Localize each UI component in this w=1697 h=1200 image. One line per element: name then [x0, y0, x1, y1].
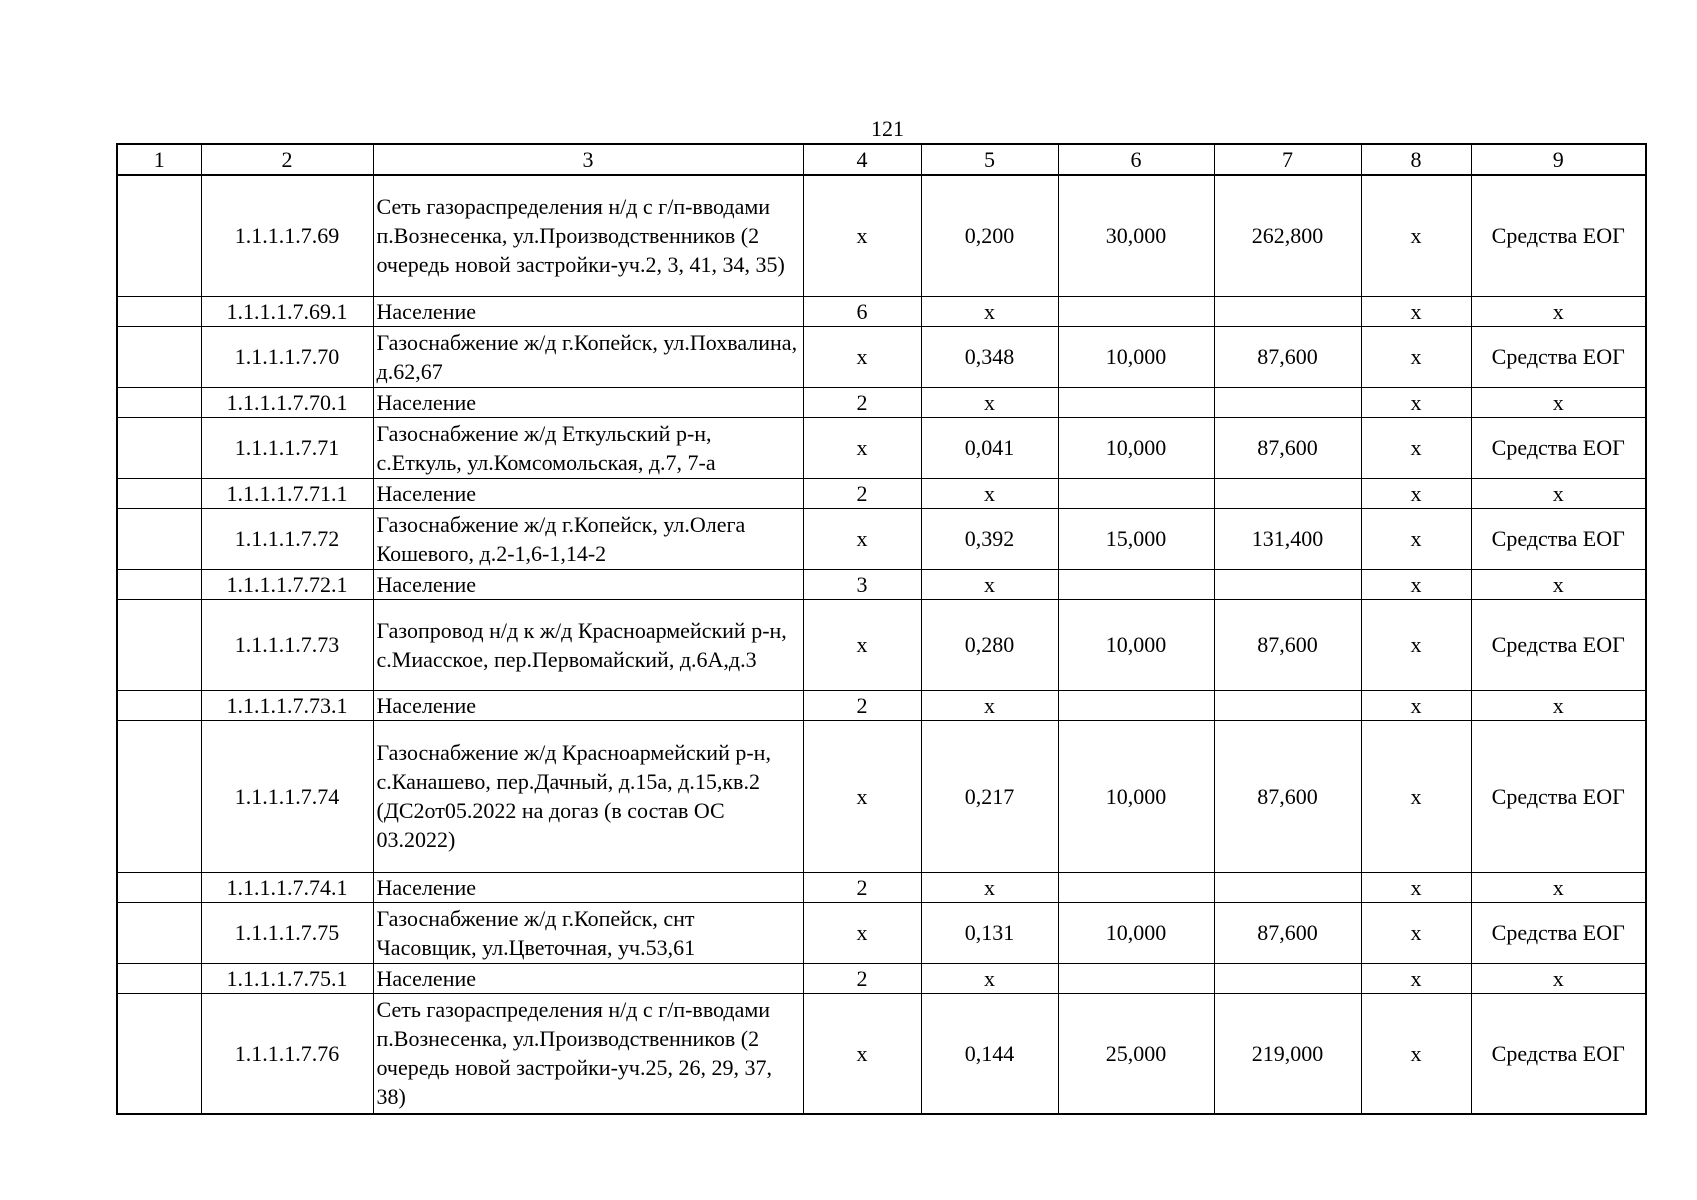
cell-col4: х — [803, 993, 921, 1114]
cell-col8: х — [1361, 417, 1471, 478]
column-header: 5 — [921, 144, 1058, 175]
cell-number — [117, 872, 201, 902]
cell-number — [117, 599, 201, 690]
cell-name: Население — [373, 569, 803, 599]
cell-col5: х — [921, 690, 1058, 720]
cell-col4: х — [803, 902, 921, 963]
cell-name: Сеть газораспределения н/д с г/п-вводами п.Вознесенка, ул.Производственников (2 очередь новой застройки-уч.2, 3, 41, 34, 35) — [373, 175, 803, 296]
data-table — [116, 143, 1647, 1115]
cell-col7: 219,000 — [1214, 993, 1361, 1114]
cell-code: 1.1.1.1.7.76 — [201, 993, 373, 1114]
cell-number — [117, 175, 201, 296]
cell-col5: 0,348 — [921, 326, 1058, 387]
cell-col5: х — [921, 387, 1058, 417]
cell-source: Средства ЕОГ — [1471, 720, 1646, 872]
cell-col4: 6 — [803, 296, 921, 326]
cell-name: Население — [373, 872, 803, 902]
table-row — [117, 902, 1646, 963]
cell-name: Газоснабжение ж/д Еткульский р-н, с.Еткуль, ул.Комсомольская, д.7, 7-а — [373, 417, 803, 478]
cell-code: 1.1.1.1.7.75.1 — [201, 963, 373, 993]
cell-col6: 10,000 — [1058, 720, 1214, 872]
cell-col6 — [1058, 478, 1214, 508]
table-row — [117, 326, 1646, 387]
table-row — [117, 387, 1646, 417]
cell-col4: 2 — [803, 690, 921, 720]
table-body — [117, 144, 1646, 1114]
cell-col7: 87,600 — [1214, 599, 1361, 690]
column-header: 6 — [1058, 144, 1214, 175]
cell-col5: 0,217 — [921, 720, 1058, 872]
cell-source: Средства ЕОГ — [1471, 417, 1646, 478]
cell-col4: х — [803, 599, 921, 690]
table-row — [117, 175, 1646, 296]
cell-source: Средства ЕОГ — [1471, 993, 1646, 1114]
column-header: 4 — [803, 144, 921, 175]
table-row — [117, 599, 1646, 690]
column-header: 1 — [117, 144, 201, 175]
cell-col5: х — [921, 296, 1058, 326]
cell-col6: 15,000 — [1058, 508, 1214, 569]
cell-col5: 0,131 — [921, 902, 1058, 963]
cell-col4: х — [803, 720, 921, 872]
cell-name: Газоснабжение ж/д г.Копейск, ул.Олега Кошевого, д.2-1,6-1,14-2 — [373, 508, 803, 569]
cell-source: Средства ЕОГ — [1471, 175, 1646, 296]
cell-name: Газоснабжение ж/д г.Копейск, снт Часовщик, ул.Цветочная, уч.53,61 — [373, 902, 803, 963]
cell-col6 — [1058, 690, 1214, 720]
cell-col6: 25,000 — [1058, 993, 1214, 1114]
column-header: 8 — [1361, 144, 1471, 175]
cell-code: 1.1.1.1.7.73.1 — [201, 690, 373, 720]
cell-col8: х — [1361, 508, 1471, 569]
cell-name: Население — [373, 387, 803, 417]
cell-col6 — [1058, 569, 1214, 599]
cell-source: х — [1471, 872, 1646, 902]
column-header: 3 — [373, 144, 803, 175]
table-row — [117, 508, 1646, 569]
cell-source: х — [1471, 963, 1646, 993]
cell-code: 1.1.1.1.7.74.1 — [201, 872, 373, 902]
cell-col4: х — [803, 508, 921, 569]
cell-col6: 10,000 — [1058, 599, 1214, 690]
cell-source: х — [1471, 690, 1646, 720]
cell-number — [117, 326, 201, 387]
cell-source: Средства ЕОГ — [1471, 326, 1646, 387]
cell-source: Средства ЕОГ — [1471, 902, 1646, 963]
cell-col4: 2 — [803, 872, 921, 902]
cell-number — [117, 963, 201, 993]
cell-col8: х — [1361, 902, 1471, 963]
table-row — [117, 417, 1646, 478]
page-number: 121 — [871, 116, 904, 141]
cell-code: 1.1.1.1.7.71 — [201, 417, 373, 478]
cell-col8: х — [1361, 296, 1471, 326]
cell-col4: х — [803, 417, 921, 478]
column-header: 7 — [1214, 144, 1361, 175]
cell-code: 1.1.1.1.7.69.1 — [201, 296, 373, 326]
cell-code: 1.1.1.1.7.73 — [201, 599, 373, 690]
cell-col8: х — [1361, 387, 1471, 417]
cell-col7: 87,600 — [1214, 902, 1361, 963]
cell-number — [117, 387, 201, 417]
cell-col8: х — [1361, 872, 1471, 902]
cell-col5: 0,280 — [921, 599, 1058, 690]
cell-number — [117, 417, 201, 478]
cell-col6 — [1058, 963, 1214, 993]
cell-col7: 131,400 — [1214, 508, 1361, 569]
cell-code: 1.1.1.1.7.74 — [201, 720, 373, 872]
cell-col5: 0,200 — [921, 175, 1058, 296]
cell-col8: х — [1361, 478, 1471, 508]
cell-col7 — [1214, 387, 1361, 417]
table-row — [117, 478, 1646, 508]
cell-col5: 0,041 — [921, 417, 1058, 478]
cell-col7 — [1214, 872, 1361, 902]
cell-col7: 87,600 — [1214, 720, 1361, 872]
cell-col5: х — [921, 569, 1058, 599]
cell-col5: х — [921, 478, 1058, 508]
table-row — [117, 720, 1646, 872]
header-row — [117, 144, 1646, 175]
cell-col4: х — [803, 326, 921, 387]
cell-col6: 10,000 — [1058, 417, 1214, 478]
cell-col6: 30,000 — [1058, 175, 1214, 296]
cell-name: Население — [373, 690, 803, 720]
cell-code: 1.1.1.1.7.72 — [201, 508, 373, 569]
cell-col7 — [1214, 478, 1361, 508]
cell-col8: х — [1361, 326, 1471, 387]
column-header: 2 — [201, 144, 373, 175]
table-row — [117, 993, 1646, 1114]
cell-col8: х — [1361, 569, 1471, 599]
cell-col5: 0,144 — [921, 993, 1058, 1114]
cell-code: 1.1.1.1.7.69 — [201, 175, 373, 296]
cell-col6: 10,000 — [1058, 902, 1214, 963]
cell-col8: х — [1361, 175, 1471, 296]
cell-source: х — [1471, 478, 1646, 508]
cell-code: 1.1.1.1.7.75 — [201, 902, 373, 963]
cell-col4: х — [803, 175, 921, 296]
cell-col5: 0,392 — [921, 508, 1058, 569]
cell-name: Население — [373, 478, 803, 508]
cell-number — [117, 902, 201, 963]
cell-code: 1.1.1.1.7.71.1 — [201, 478, 373, 508]
cell-col6 — [1058, 872, 1214, 902]
cell-name: Газоснабжение ж/д г.Копейск, ул.Похвалина, д.62,67 — [373, 326, 803, 387]
cell-col6: 10,000 — [1058, 326, 1214, 387]
cell-number — [117, 508, 201, 569]
cell-code: 1.1.1.1.7.70 — [201, 326, 373, 387]
cell-code: 1.1.1.1.7.72.1 — [201, 569, 373, 599]
cell-source: Средства ЕОГ — [1471, 508, 1646, 569]
cell-col7 — [1214, 690, 1361, 720]
cell-name: Население — [373, 296, 803, 326]
cell-col4: 2 — [803, 478, 921, 508]
cell-name: Газопровод н/д к ж/д Красноармейский р-н, с.Миасское, пер.Первомайский, д.6А,д.3 — [373, 599, 803, 690]
cell-name: Газоснабжение ж/д Красноармейский р-н, с.Канашево, пер.Дачный, д.15а, д.15,кв.2 (ДС2от05.2022 на догаз (в состав ОС 03.2022) — [373, 720, 803, 872]
cell-source: х — [1471, 387, 1646, 417]
column-header: 9 — [1471, 144, 1646, 175]
cell-source: х — [1471, 569, 1646, 599]
cell-col8: х — [1361, 690, 1471, 720]
cell-number — [117, 478, 201, 508]
cell-col7 — [1214, 569, 1361, 599]
table-row — [117, 296, 1646, 326]
cell-col7 — [1214, 963, 1361, 993]
cell-number — [117, 993, 201, 1114]
cell-col8: х — [1361, 993, 1471, 1114]
table-row — [117, 872, 1646, 902]
cell-name: Сеть газораспределения н/д с г/п-вводами п.Вознесенка, ул.Производственников (2 очередь новой застройки-уч.25, 26, 29, 37, 38) — [373, 993, 803, 1114]
cell-number — [117, 296, 201, 326]
cell-source: Средства ЕОГ — [1471, 599, 1646, 690]
cell-col7: 262,800 — [1214, 175, 1361, 296]
table-row — [117, 963, 1646, 993]
cell-col7: 87,600 — [1214, 417, 1361, 478]
cell-col5: х — [921, 872, 1058, 902]
cell-col8: х — [1361, 720, 1471, 872]
cell-col6 — [1058, 387, 1214, 417]
table-row — [117, 569, 1646, 599]
cell-col8: х — [1361, 599, 1471, 690]
cell-source: х — [1471, 296, 1646, 326]
cell-col6 — [1058, 296, 1214, 326]
cell-code: 1.1.1.1.7.70.1 — [201, 387, 373, 417]
cell-name: Население — [373, 963, 803, 993]
cell-col5: х — [921, 963, 1058, 993]
cell-number — [117, 720, 201, 872]
cell-col4: 2 — [803, 387, 921, 417]
cell-col7: 87,600 — [1214, 326, 1361, 387]
cell-col7 — [1214, 296, 1361, 326]
cell-col4: 2 — [803, 963, 921, 993]
cell-number — [117, 690, 201, 720]
cell-col4: 3 — [803, 569, 921, 599]
table-row — [117, 690, 1646, 720]
cell-number — [117, 569, 201, 599]
cell-col8: х — [1361, 963, 1471, 993]
